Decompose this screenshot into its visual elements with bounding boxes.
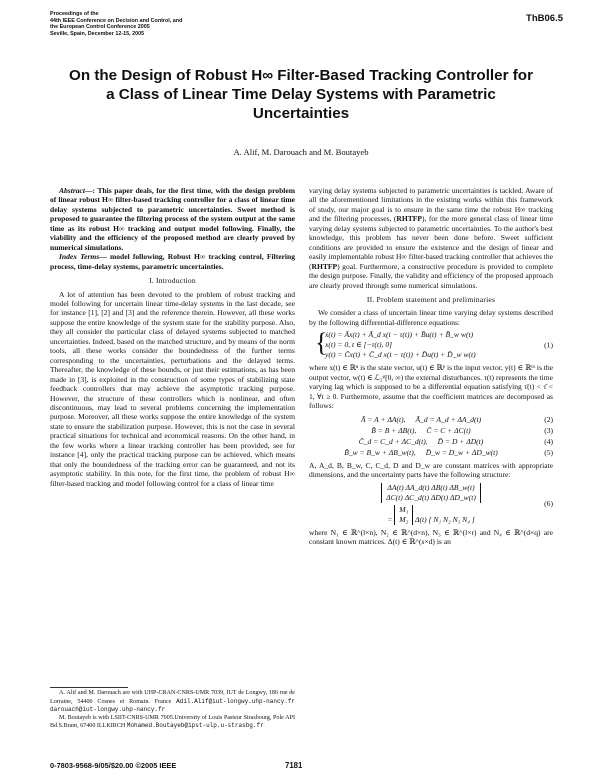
equation-1 [309,330,553,360]
right-column [309,186,553,546]
proceedings-line: 44th IEEE Conference on Decision and Control, and [50,17,183,24]
intro-cont-b: ), for the more general class of linear time varying delay systems subjected to parametric uncertainties. To the author's best knowledge, this problem has never been done before. Sweet sufficient conditions are provided to ensure the existence and the design of linear and easily implementable robust H∞ filter-based tracking controller that achieves the ( [309,214,554,271]
session-id: ThB06.5 [526,13,563,24]
left-column [50,186,295,488]
eq-right: C̄ = C + ΔC(t) [426,425,471,435]
eq-left: C̄_d = C_d + ΔC_d(t), [358,436,428,446]
equation-number: (1) [544,340,553,350]
section-heading-problem: II. Problem statement and preliminaries [366,294,496,304]
page-number: 7181 [285,761,303,770]
intro-cont-a: varying delay systems subjected to parametric uncertainties is tackled. Aware of all the aforementioned limitations in the existing works within this framework of study, our major goal is to ensure in the same time the robust H∞ tracking and the filtering processes, ( [309,186,553,224]
eq6-tail: Δ(t) [ N₁ N₂ N₃ N₄ ] [415,514,475,524]
equation-number: (6) [544,498,553,508]
eq-left: B̄_w = B_w + ΔB_w(t), [344,447,416,457]
index-terms-text: model following, Robust H∞ tracking control, Filtering process, time-delay systems, parametric uncertainties. [50,252,295,271]
equation-line: y(t) = C̄x(t) + C̄_d x(t − τ(t)) + D̄u(t) + D̄_w w(t) [325,350,476,360]
rhtfp-acronym: RHTFP [311,261,338,271]
equation-number: (4) [544,436,553,446]
equation-pair [309,447,553,458]
uncertainty-matrix [381,483,481,503]
proceedings-header [50,11,182,37]
problem-text: We consider a class of uncertain linear time varying delay systems described by the following differential-difference equations: [309,308,553,327]
footnote-rule [50,687,128,688]
title-line: a Class of Linear Time Delay Systems with Parametric [106,85,496,103]
footnote-1 [50,690,295,715]
equation-6: ΔA(t) ΔA_d(t) ΔB(t) ΔB_w(t) ΔC(t) ΔC_d(t) ΔD(t) ΔD_w(t) = M₁ M₂ Δ(t) [ N₁ N₂ N₃ N₄ ] (6) [309,483,553,525]
title-line: On the Design of Robust H∞ Filter-Based Tracking Controller for [69,67,533,84]
matrix-row: M₂ [399,514,409,524]
introduction-continued [309,186,553,290]
proceedings-line: Proceedings of the [50,11,99,17]
equation-line: x(t) = 0, t ∈ [−τ(t), 0] [325,340,393,350]
index-terms-label: Index Terms— [59,252,107,262]
left-brace: { [315,328,328,358]
index-terms [50,252,295,271]
paper-title [40,67,562,123]
footnote-2-text: M. Boutayeb is with LSIIT-CNRS-UMR 7005.University of Louis Pasteur Strasbourg, Pole API Bd.S.Brant, 67400 ILLKIRCH [50,714,295,729]
isbn-copyright: 0-7803-9568-9/05/$20.00 ©2005 IEEE [50,761,177,770]
introduction-text: A lot of attention has been devoted to the problem of robust tracking and model following for uncertain linear time-delay systems in the last decade, see for instance [1], [2] and [3] and the reference therein. However, all these works suppose the entire knowledge of the system state for the stability purpose. Also, they all consider the particular class of delayed systems subjected to matched uncertainties. Indeed, based on the matched structure, and by means of the norm tools, all these works consider the boundedness of the further terms corresponding to the uncertainties, perturbations and the delayed terms. Thereafter, the knowledge of these bounds, or just their estimations, as has been made in [3], is exploited in the construction of some types of stabilizing state feedback controllers that may achieve the asymptotic tracking purpose. However, the structure of these controllers which is nonlinear, and often discontinuous, may lead to several problems concerning the implementation purpose. Moreover, all these works suppose the entire knowledge of the system state to ensure the stabilization purpose. However, this is not the case in several practical situations for technical and economical reasons. On the other hand, in the few works where a linear tracking controller has been provided, see for instance [4], only the practical tracking purpose can be achieved, which means that only the boundedness of the tracking error can be guaranteed, and not its asymptotic stability. In this note, for the first time, the problem of robust H∞ filter-based tracking and model following control for a class of linear time [50,289,295,488]
footnotes [50,690,295,731]
footnote-2 [50,715,295,731]
equation-line: ẋ(t) = Āx(t) + Ā_d x(t − τ(t)) + B̄u(t) + B̄_w w(t) [325,330,474,340]
equation-number: (2) [544,414,553,424]
title-line: Uncertainties [252,104,350,122]
eq5-explanation: A, A_d, B, B_w, C, C_d, D and D_w are constant matrices with appropriate dimensions, and the uncertainty parts have the following structure: [309,460,553,480]
equation-number: (5) [544,447,553,457]
eq-right: D̄ = D + ΔD(t) [437,436,484,446]
equation-pair [309,436,553,447]
footnote-1-email: Adil.Alif@iut-longwy.uhp-nancy.fr darouach@iut-longwy.uhp-nancy.fr [50,697,295,713]
abstract [50,186,295,252]
eq-right: D̄_w = D_w + ΔD_w(t) [425,447,498,457]
section-heading-introduction: I. Introduction [149,276,196,286]
matrix-row: M₁ [399,504,409,514]
eq-left: B̄ = B + ΔB(t), [371,425,417,435]
eq6-explanation: where N₁ ∈ ℝ^(l×n), N₂ ∈ ℝ^(d×n), N₃ ∈ ℝ^(l×r) and N₄ ∈ ℝ^(d×q) are constant known matrices. Δ(t) ∈ ℝ^(s×d) is an [309,527,553,546]
eq-left: Ā = A + ΔA(t), [360,414,406,424]
equations-2-5 [309,414,553,458]
abstract-label: Abstract— [59,186,93,195]
proceedings-line: Seville, Spain, December 12-15, 2005 [50,30,145,37]
abstract-text: : This paper deals, for the first time, with the design problem of linear robust H∞ filter-based tracking controller for a class of linear time delay systems subjected to parametric uncertainties. Sweet method is proposed to guarantee the filtering process of the system output at the same time as its robust H∞ tracking and output model following. Finally, the viability and the efficiency of the proposed method are clearly proved by numerical simulations. [50,186,295,252]
equation-number: (3) [544,425,553,435]
eq1-explanation: where x(t) ∈ ℝⁿ is the state vector, u(t) ∈ ℝᵖ is the input vector, y(t) ∈ ℝᵐ is the output vector, w(t) ∈ ℒ₂ᵠ[0, ∞) the external disturbances. τ(t) represents the time varying lag which is supposed to be a differential equation satisfying τ̇(t) < τ̄ < 1, ∀t ≥ 0. Furthermore, assume that the coefficient matrices are decomposed as follows: [309,363,553,411]
footnote-2-email: Mohamed.Boutayeb@ipst-ulp.u-strasbg.fr [126,722,264,729]
authors: A. Alif, M. Darouach and M. Boutayeb [233,147,369,157]
matrix-row: ΔA(t) ΔA_d(t) ΔB(t) ΔB_w(t) [387,482,475,492]
eq-right: Ā_d = A_d + ΔA_d(t) [415,414,482,424]
rhtfp-acronym: RHTFP [396,214,422,224]
equation-pair [309,414,553,425]
m-matrix [394,505,413,525]
footnote-1-text: A. Alif and M. Darouach are with UHP-CRAN-CNRS-UMR 7039, IUT de Longwy, 186 rue de Lorraine, 54400 Cosnes et Romain. France [50,690,295,705]
proceedings-line: the European Control Conference 2005 [50,24,150,31]
intro-cont-c: ) goal. Furthermore, a constructive procedure is provided to complete the design purpose. Finally, the validity and efficiency of the proposed approach are clearly proved through some numerical simulations. [309,261,553,290]
equation-pair [309,425,553,436]
matrix-row: ΔC(t) ΔC_d(t) ΔD(t) ΔD_w(t) [386,492,476,502]
